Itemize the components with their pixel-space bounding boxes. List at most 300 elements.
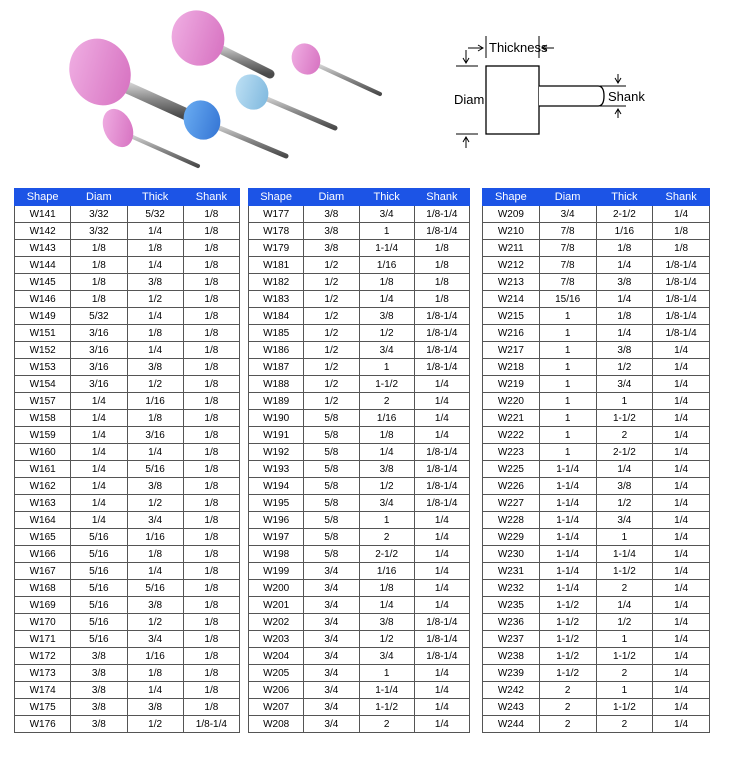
cell-diam: 1-1/4 (539, 546, 596, 563)
cell-diam: 7/8 (539, 274, 596, 291)
cell-shank: 1/8-1/4 (414, 614, 469, 631)
cell-shank: 1/4 (653, 427, 710, 444)
cell-shape: W195 (249, 495, 304, 512)
table-row (15, 699, 240, 716)
cell-shape: W223 (483, 444, 540, 461)
cell-diam: 3/4 (304, 563, 359, 580)
table-row (15, 376, 240, 393)
cell-shank: 1/8 (183, 308, 239, 325)
cell-shank: 1/4 (414, 699, 469, 716)
cell-diam: 5/32 (71, 308, 127, 325)
cell-shank: 1/4 (414, 376, 469, 393)
cell-thick: 2 (596, 580, 653, 597)
cell-shape: W207 (249, 699, 304, 716)
cell-shank: 1/8-1/4 (414, 359, 469, 376)
cell-shape: W169 (15, 597, 71, 614)
cell-shape: W162 (15, 478, 71, 495)
cell-shape: W145 (15, 274, 71, 291)
cell-diam: 1-1/4 (539, 478, 596, 495)
blue-stone (177, 94, 286, 156)
top-pink-stone (163, 4, 270, 74)
cell-diam: 3/16 (71, 342, 127, 359)
cell-thick: 3/8 (359, 614, 414, 631)
cell-thick: 1/4 (359, 444, 414, 461)
cell-thick: 1/16 (127, 393, 183, 410)
table-row (15, 325, 240, 342)
table-row (249, 597, 470, 614)
cell-diam: 1 (539, 444, 596, 461)
table-row (483, 393, 710, 410)
cell-diam: 7/8 (539, 240, 596, 257)
cell-shank: 1/8 (183, 206, 239, 223)
table-header-row (249, 189, 470, 206)
cell-diam: 5/8 (304, 478, 359, 495)
table-row (483, 665, 710, 682)
cell-shape: W200 (249, 580, 304, 597)
cell-shank: 1/8-1/4 (414, 444, 469, 461)
cell-diam: 5/16 (71, 631, 127, 648)
cell-shank: 1/8 (183, 257, 239, 274)
cell-diam: 1 (539, 325, 596, 342)
cell-thick: 1/2 (127, 716, 183, 733)
table-row (483, 699, 710, 716)
cell-diam: 1 (539, 359, 596, 376)
table-row (249, 631, 470, 648)
table-row (483, 495, 710, 512)
cell-shape: W185 (249, 325, 304, 342)
table-row (15, 257, 240, 274)
cell-shank: 1/8 (183, 648, 239, 665)
cell-thick: 1/4 (127, 342, 183, 359)
cell-shank: 1/8 (183, 274, 239, 291)
cell-diam: 1 (539, 410, 596, 427)
cell-shape: W227 (483, 495, 540, 512)
cell-thick: 1/4 (127, 444, 183, 461)
cell-shape: W167 (15, 563, 71, 580)
cell-thick: 1/4 (596, 291, 653, 308)
cell-diam: 1-1/4 (539, 495, 596, 512)
cell-shape: W235 (483, 597, 540, 614)
cell-thick: 1/4 (596, 257, 653, 274)
table-row (249, 648, 470, 665)
cell-diam: 5/8 (304, 410, 359, 427)
cell-thick: 1/2 (359, 478, 414, 495)
cell-shape: W244 (483, 716, 540, 733)
cell-shape: W204 (249, 648, 304, 665)
cell-shape: W190 (249, 410, 304, 427)
shank-outline (539, 86, 604, 106)
table-row (15, 563, 240, 580)
cell-shank: 1/8 (183, 325, 239, 342)
cell-shape: W232 (483, 580, 540, 597)
table-row (249, 699, 470, 716)
cell-thick: 2 (596, 665, 653, 682)
cell-diam: 5/16 (71, 546, 127, 563)
cell-diam: 1/2 (304, 274, 359, 291)
cell-diam: 1/8 (71, 274, 127, 291)
cell-thick: 1/4 (359, 597, 414, 614)
cell-thick: 3/8 (127, 478, 183, 495)
cell-diam: 3/4 (304, 665, 359, 682)
cell-shape: W196 (249, 512, 304, 529)
table-row (15, 580, 240, 597)
cell-shape: W189 (249, 393, 304, 410)
cell-thick: 3/4 (127, 512, 183, 529)
cell-diam: 1/4 (71, 393, 127, 410)
cell-thick: 3/8 (127, 359, 183, 376)
table-row (15, 529, 240, 546)
cell-shank: 1/4 (653, 359, 710, 376)
cell-thick: 2 (596, 427, 653, 444)
cell-thick: 3/4 (359, 495, 414, 512)
cell-diam: 3/8 (71, 716, 127, 733)
cell-diam: 1/8 (71, 240, 127, 257)
cell-diam: 1-1/2 (539, 614, 596, 631)
cell-shank: 1/4 (653, 580, 710, 597)
cell-diam: 5/16 (71, 580, 127, 597)
cell-diam: 5/8 (304, 495, 359, 512)
table-row (15, 410, 240, 427)
table-row (15, 342, 240, 359)
cell-shank: 1/4 (414, 682, 469, 699)
cell-diam: 3/4 (304, 648, 359, 665)
cell-shape: W209 (483, 206, 540, 223)
cell-shape: W239 (483, 665, 540, 682)
cell-diam: 5/8 (304, 529, 359, 546)
cell-thick: 1/4 (127, 563, 183, 580)
cell-shape: W220 (483, 393, 540, 410)
table-row (249, 257, 470, 274)
table-row (15, 393, 240, 410)
cell-thick: 3/4 (359, 342, 414, 359)
cell-shank: 1/4 (653, 461, 710, 478)
cell-shank: 1/8 (183, 461, 239, 478)
cell-shape: W158 (15, 410, 71, 427)
cell-shape: W187 (249, 359, 304, 376)
cell-thick: 1/4 (127, 257, 183, 274)
cell-shape: W182 (249, 274, 304, 291)
cell-thick: 1-1/4 (596, 546, 653, 563)
cell-shape: W149 (15, 308, 71, 325)
cell-shape: W160 (15, 444, 71, 461)
table-row (483, 512, 710, 529)
cell-thick: 1/16 (359, 257, 414, 274)
header-diam: Diam (304, 189, 359, 206)
cell-thick: 1 (596, 529, 653, 546)
cell-shank: 1/8 (183, 631, 239, 648)
cell-diam: 1/4 (71, 444, 127, 461)
cell-diam: 2 (539, 699, 596, 716)
cell-diam: 3/8 (71, 648, 127, 665)
cell-shape: W210 (483, 223, 540, 240)
cell-shape: W159 (15, 427, 71, 444)
cell-diam: 3/4 (304, 580, 359, 597)
cell-thick: 1-1/4 (359, 682, 414, 699)
cell-shank: 1/8 (183, 444, 239, 461)
cell-thick: 1/4 (596, 325, 653, 342)
cell-shape: W231 (483, 563, 540, 580)
table-row (15, 444, 240, 461)
header-diam: Diam (539, 189, 596, 206)
cell-shank: 1/8 (183, 393, 239, 410)
header-shank: Shank (414, 189, 469, 206)
cell-shape: W216 (483, 325, 540, 342)
table-row (15, 461, 240, 478)
cell-shank: 1/8-1/4 (414, 648, 469, 665)
table-row (483, 257, 710, 274)
cell-diam: 15/16 (539, 291, 596, 308)
cell-thick: 1/4 (596, 597, 653, 614)
cell-diam: 3/4 (304, 682, 359, 699)
cell-thick: 3/8 (359, 461, 414, 478)
table-row (249, 274, 470, 291)
table-row (15, 665, 240, 682)
table-row (483, 376, 710, 393)
cell-diam: 1 (539, 427, 596, 444)
cell-shape: W165 (15, 529, 71, 546)
cell-thick: 1-1/2 (596, 563, 653, 580)
cell-diam: 5/16 (71, 597, 127, 614)
table-row (15, 223, 240, 240)
cell-thick: 1/2 (359, 631, 414, 648)
cell-shank: 1/8-1/4 (414, 461, 469, 478)
cell-diam: 1/4 (71, 512, 127, 529)
cell-shank: 1/4 (414, 716, 469, 733)
cell-shank: 1/4 (653, 529, 710, 546)
cell-shape: W184 (249, 308, 304, 325)
cell-shape: W193 (249, 461, 304, 478)
cell-shape: W218 (483, 359, 540, 376)
table-row (15, 427, 240, 444)
cell-thick: 2-1/2 (359, 546, 414, 563)
table-row (483, 325, 710, 342)
table-row (483, 427, 710, 444)
table-row (483, 308, 710, 325)
cell-thick: 1/16 (359, 410, 414, 427)
cell-diam: 1/4 (71, 478, 127, 495)
table-row (15, 512, 240, 529)
cell-shape: W230 (483, 546, 540, 563)
header-shank: Shank (653, 189, 710, 206)
cell-diam: 1/2 (304, 376, 359, 393)
cell-thick: 3/8 (359, 308, 414, 325)
cell-shank: 1/4 (653, 682, 710, 699)
table-row (249, 223, 470, 240)
cell-shape: W237 (483, 631, 540, 648)
table-row (483, 614, 710, 631)
diam-label: Diam (454, 92, 485, 107)
cell-shape: W188 (249, 376, 304, 393)
cell-shank: 1/4 (653, 546, 710, 563)
cell-thick: 1-1/2 (359, 376, 414, 393)
table-row (249, 665, 470, 682)
cell-thick: 2-1/2 (596, 206, 653, 223)
cell-diam: 1/4 (71, 495, 127, 512)
cell-thick: 3/4 (127, 631, 183, 648)
cell-thick: 1/4 (127, 682, 183, 699)
cell-thick: 3/16 (127, 427, 183, 444)
cell-diam: 5/8 (304, 512, 359, 529)
table-row (483, 648, 710, 665)
table-row (483, 631, 710, 648)
cell-shank: 1/8 (183, 529, 239, 546)
cell-shank: 1/8-1/4 (414, 206, 469, 223)
cell-diam: 3/8 (71, 665, 127, 682)
cell-shape: W202 (249, 614, 304, 631)
table-row (15, 682, 240, 699)
cell-shape: W229 (483, 529, 540, 546)
cell-shank: 1/8 (183, 410, 239, 427)
cell-thick: 1/8 (596, 240, 653, 257)
table-row (15, 648, 240, 665)
table-row (483, 410, 710, 427)
cell-diam: 1 (539, 308, 596, 325)
cell-thick: 1 (359, 223, 414, 240)
cell-thick: 3/8 (127, 597, 183, 614)
cell-diam: 3/8 (304, 240, 359, 257)
cell-diam: 2 (539, 682, 596, 699)
cell-shank: 1/8 (414, 240, 469, 257)
cell-shank: 1/4 (653, 716, 710, 733)
table-row (249, 410, 470, 427)
cell-shape: W153 (15, 359, 71, 376)
cell-shape: W198 (249, 546, 304, 563)
cell-shank: 1/4 (653, 342, 710, 359)
cell-diam: 3/4 (304, 597, 359, 614)
cell-shape: W208 (249, 716, 304, 733)
cell-thick: 1/16 (127, 529, 183, 546)
cell-shank: 1/8-1/4 (414, 308, 469, 325)
cell-shape: W152 (15, 342, 71, 359)
cell-diam: 3/4 (304, 631, 359, 648)
cell-shank: 1/8 (653, 223, 710, 240)
cell-diam: 1-1/2 (539, 665, 596, 682)
header-shank: Shank (183, 189, 239, 206)
cell-shape: W144 (15, 257, 71, 274)
cell-shape: W141 (15, 206, 71, 223)
cell-thick: 3/8 (596, 478, 653, 495)
cell-shank: 1/8 (183, 563, 239, 580)
cell-shank: 1/8 (183, 512, 239, 529)
cell-diam: 5/8 (304, 546, 359, 563)
cell-shape: W243 (483, 699, 540, 716)
cell-shape: W212 (483, 257, 540, 274)
table-row (483, 291, 710, 308)
table-row (15, 240, 240, 257)
cell-diam: 3/16 (71, 359, 127, 376)
cell-shank: 1/4 (414, 580, 469, 597)
cell-diam: 1-1/2 (539, 631, 596, 648)
cell-shape: W164 (15, 512, 71, 529)
cell-shank: 1/4 (653, 495, 710, 512)
dimension-diagram (448, 30, 658, 152)
cell-shank: 1/8 (183, 223, 239, 240)
cell-diam: 3/8 (71, 682, 127, 699)
table-row (249, 716, 470, 733)
cell-diam: 1/4 (71, 427, 127, 444)
cell-shape: W225 (483, 461, 540, 478)
light-blue-stone (230, 69, 335, 128)
table-row (483, 359, 710, 376)
table-row (483, 597, 710, 614)
cell-shape: W217 (483, 342, 540, 359)
cell-shank: 1/4 (653, 444, 710, 461)
table-row (483, 478, 710, 495)
cell-thick: 1/2 (127, 291, 183, 308)
cell-shank: 1/4 (414, 529, 469, 546)
cell-shape: W222 (483, 427, 540, 444)
cell-diam: 3/8 (304, 206, 359, 223)
cell-shank: 1/4 (414, 563, 469, 580)
cell-thick: 3/4 (596, 376, 653, 393)
cell-thick: 3/4 (359, 206, 414, 223)
table-row (483, 223, 710, 240)
cell-shank: 1/4 (653, 665, 710, 682)
cell-thick: 1/4 (127, 223, 183, 240)
cell-shape: W221 (483, 410, 540, 427)
cell-shape: W166 (15, 546, 71, 563)
cell-thick: 3/8 (127, 699, 183, 716)
cell-shape: W177 (249, 206, 304, 223)
cell-shank: 1/4 (653, 563, 710, 580)
cell-shank: 1/4 (414, 410, 469, 427)
cell-diam: 3/32 (71, 206, 127, 223)
cell-diam: 1/2 (304, 257, 359, 274)
table-row (249, 461, 470, 478)
table-row (483, 580, 710, 597)
cell-shape: W174 (15, 682, 71, 699)
cell-thick: 1/8 (127, 665, 183, 682)
cell-shank: 1/8 (183, 291, 239, 308)
cell-thick: 1-1/2 (596, 648, 653, 665)
cell-thick: 5/16 (127, 461, 183, 478)
cell-thick: 1/4 (127, 308, 183, 325)
cell-shape: W179 (249, 240, 304, 257)
cell-shank: 1/8 (183, 597, 239, 614)
table-row (249, 444, 470, 461)
table-row (249, 478, 470, 495)
cell-diam: 5/8 (304, 427, 359, 444)
cell-shape: W170 (15, 614, 71, 631)
cell-thick: 3/4 (359, 648, 414, 665)
table-row (15, 274, 240, 291)
cell-diam: 5/8 (304, 444, 359, 461)
cell-shape: W201 (249, 597, 304, 614)
cell-thick: 1/8 (359, 580, 414, 597)
cell-shape: W203 (249, 631, 304, 648)
cell-thick: 1/4 (596, 461, 653, 478)
shank-label: Shank (608, 89, 645, 104)
cell-thick: 1/2 (127, 376, 183, 393)
table-row (15, 478, 240, 495)
cell-diam: 1/2 (304, 359, 359, 376)
cell-diam: 3/4 (304, 699, 359, 716)
cell-shank: 1/8-1/4 (653, 325, 710, 342)
cell-shank: 1/8-1/4 (414, 478, 469, 495)
cell-diam: 1 (539, 393, 596, 410)
table-row (249, 546, 470, 563)
cell-thick: 5/16 (127, 580, 183, 597)
cell-shank: 1/8 (183, 546, 239, 563)
cell-diam: 1/8 (71, 291, 127, 308)
cell-shape: W157 (15, 393, 71, 410)
cell-shape: W154 (15, 376, 71, 393)
table-row (249, 308, 470, 325)
wheel-outline (486, 66, 539, 134)
cell-shape: W238 (483, 648, 540, 665)
cell-diam: 1/4 (71, 461, 127, 478)
small-pink-stone (287, 39, 380, 94)
